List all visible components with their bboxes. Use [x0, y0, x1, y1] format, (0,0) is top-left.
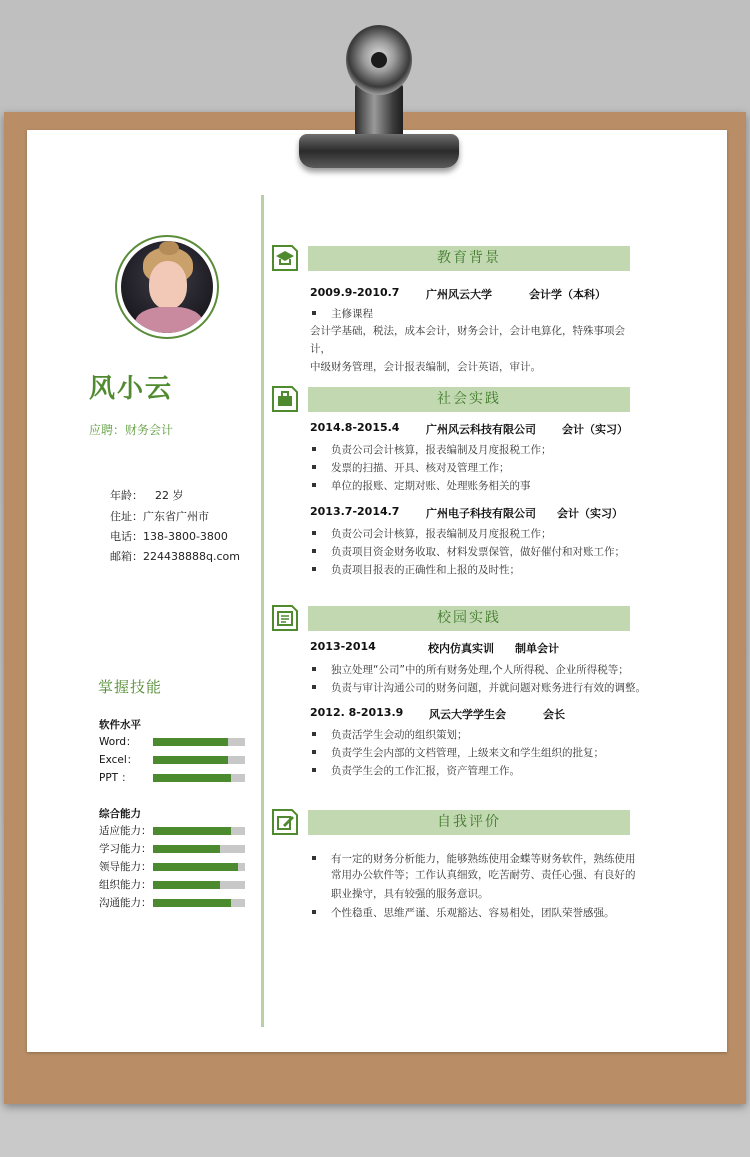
skills-title: 掌握技能: [98, 678, 163, 696]
book-icon: [272, 605, 298, 631]
skill-level-fill: [153, 845, 220, 853]
list-item: 负责与审计沟通公司的财务问题，并就问题对账务进行有效的调整。: [312, 680, 646, 695]
pencil-note-icon: [272, 809, 298, 835]
skill-level-fill: [153, 863, 238, 871]
avatar: [115, 235, 219, 339]
skill-label: 领导能力：: [99, 861, 152, 873]
list-item: 负责项目报表的正确性和上报的及时性；: [312, 562, 520, 577]
column-divider: [261, 195, 264, 1027]
candidate-name: 风小云: [88, 374, 173, 404]
section-title-self: 自我评价: [308, 810, 630, 835]
email-row: 邮箱：224438888q.com: [110, 550, 240, 563]
general-skills-title: 综合能力: [99, 808, 141, 820]
skill-level-fill: [153, 738, 228, 746]
skill-level-fill: [153, 774, 231, 782]
skill-level-fill: [153, 756, 228, 764]
list-item: 主修课程: [312, 306, 373, 321]
section-title-practice: 社会实践: [308, 387, 630, 412]
graduation-cap-icon: [272, 245, 298, 271]
phone-row: 电话：138-3800-3800: [110, 530, 228, 543]
list-item: 负责公司会计核算，报表编制及月度报税工作；: [312, 442, 552, 457]
skill-level-bar: [153, 881, 245, 889]
skill-label: Excel：: [99, 754, 138, 766]
skill-label: PPT ：: [99, 772, 132, 784]
self-evaluation-continuation: 常用办公软件等；工作认真细致，吃苦耐劳、责任心强、有良好的 职业操守，具有较强的服务意识。: [331, 869, 636, 900]
skill-level-bar: [153, 863, 245, 871]
list-item: 负责活学生会动的组织策划；: [312, 727, 468, 742]
list-item: 负责项目资金财务收取、材料发票保管，做好催付和对账工作；: [312, 544, 625, 559]
section-title-campus: 校园实践: [308, 606, 630, 631]
list-item: 负责学生会的工作汇报，资产管理工作。: [312, 763, 520, 778]
course-list: 会计学基础，税法，成本会计，财务会计，会计电算化，特殊事项会计， 中级财务管理，会计报表编制，会计英语，审计。: [310, 325, 625, 373]
list-item: 个性稳重、思维严谨、乐观豁达、容易相处，团队荣誉感强。: [312, 905, 615, 920]
skill-label: 适应能力：: [99, 825, 152, 837]
address-row: 住址：广东省广州市: [110, 510, 209, 523]
list-item: 有一定的财务分析能力，能够熟练使用金蝶等财务软件，熟练使用: [312, 851, 636, 866]
list-item: 负责学生会内部的文档管理，上级来文和学生组织的批复；: [312, 745, 604, 760]
skill-label: 组织能力：: [99, 879, 152, 891]
skill-level-fill: [153, 827, 231, 835]
list-item: 独立处理“公司”中的所有财务处理,个人所得税、企业所得税等；: [312, 662, 629, 677]
skill-label: 学习能力：: [99, 843, 152, 855]
clipboard-clip: [299, 134, 459, 168]
clip-hole: [371, 52, 387, 68]
skill-level-bar: [153, 845, 245, 853]
list-item: 单位的报账、定期对账、处理账务相关的事: [312, 478, 531, 493]
skill-level-fill: [153, 899, 231, 907]
list-item: 发票的扫描、开具、核对及管理工作；: [312, 460, 510, 475]
skill-level-bar: [153, 756, 245, 764]
skill-level-bar: [153, 899, 245, 907]
briefcase-icon: [272, 386, 298, 412]
skill-label: Word：: [99, 736, 137, 748]
skill-label: 沟通能力：: [99, 897, 152, 909]
list-item: 负责公司会计核算，报表编制及月度报税工作；: [312, 526, 552, 541]
skill-level-bar: [153, 738, 245, 746]
software-skills-title: 软件水平: [99, 719, 141, 731]
skill-level-bar: [153, 827, 245, 835]
applied-position: 应聘：财务会计: [88, 423, 173, 437]
skill-level-bar: [153, 774, 245, 782]
skill-level-fill: [153, 881, 220, 889]
age-row: 年龄： 22 岁: [110, 489, 184, 502]
section-title-education: 教育背景: [308, 246, 630, 271]
